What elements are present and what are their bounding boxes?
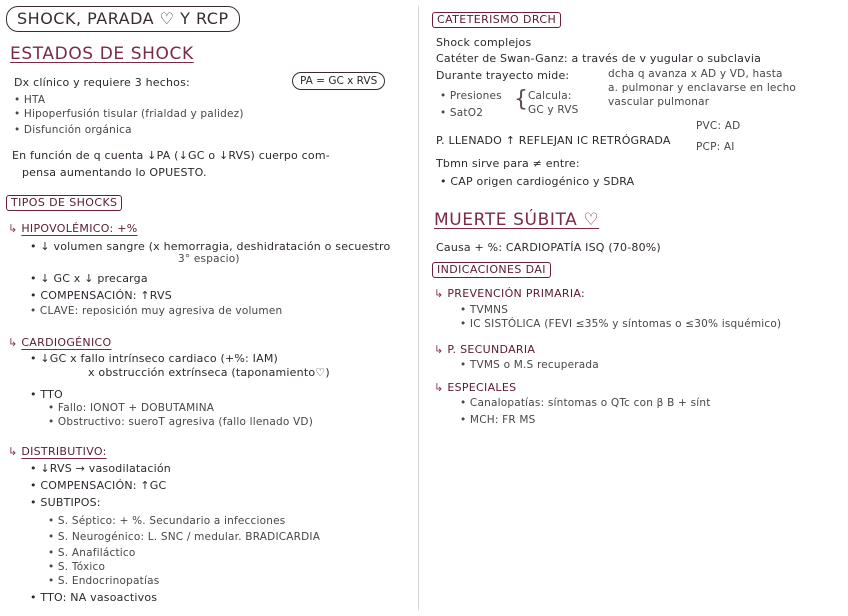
prev-prim-item-2: • IC SISTÓLICA (FEVI ≤35% y síntomas o ≤30% isquémico) — [460, 318, 782, 330]
dx-text: Dx clínico y requiere 3 hechos: — [14, 76, 190, 89]
cat-line-2: Catéter de Swan-Ganz: a través de v yugular o subclavia — [436, 52, 762, 65]
arrow-icon: ↳ — [8, 222, 22, 235]
subtipo-5: • S. Endocrinopatías — [48, 575, 160, 587]
causa-line: Causa + %: CARDIOPATÍA ISQ (70-80%) — [436, 241, 661, 254]
column-divider — [418, 6, 419, 610]
prevencion-secundaria-label: P. SECUNDARIA — [447, 343, 536, 356]
cat-line-3c: a. pulmonar y enclavarse en lecho — [608, 82, 797, 94]
calcula-label: Calcula: — [528, 90, 572, 102]
prev-prim-item-1: • TVMNS — [460, 304, 509, 316]
cardio-item-1: • ↓GC x fallo intrínseco cardiaco (+%: IAM) — [30, 352, 279, 365]
arrow-icon: ↳ — [434, 343, 448, 356]
hipovolemico-label: HIPOVOLÉMICO: +% — [21, 222, 138, 235]
cat-line-3d: vascular pulmonar — [608, 96, 710, 108]
brace-icon: { — [514, 87, 528, 112]
especiales-heading — [434, 381, 516, 394]
cat-line-3: Durante trayecto mide: — [436, 69, 570, 82]
prevencion-primaria-label: PREVENCIÓN PRIMARIA: — [447, 287, 586, 300]
hipovolemico-heading — [8, 222, 138, 235]
hipo-item-3: • COMPENSACIÓN: ↑RVS — [30, 289, 172, 302]
tto-item-1: • Fallo: IONOT + DOBUTAMINA — [48, 402, 215, 414]
cardio-item-2: x obstrucción extrínseca (taponamiento♡) — [88, 366, 330, 379]
hipo-item-2: • ↓ GC x ↓ precarga — [30, 272, 148, 285]
arrow-icon: ↳ — [434, 287, 448, 300]
arrow-icon: ↳ — [8, 445, 22, 458]
section-muerte-subita: MUERTE SÚBITA ♡ — [434, 210, 600, 230]
especiales-item-1: • Canalopatías: síntomas o QTc con β B + sínt — [460, 397, 711, 409]
prevencion-secundaria-heading — [434, 343, 535, 356]
hipo-item-4: • CLAVE: reposición muy agresiva de volumen — [30, 305, 283, 317]
dx-item-1: • HTA — [14, 94, 46, 106]
especiales-label: ESPECIALES — [447, 381, 517, 394]
section-tipos-de-shocks: TIPOS DE SHOCKS — [6, 195, 122, 211]
tbmn-item-1: • CAP origen cardiogénico y SDRA — [440, 175, 635, 188]
cardiogenico-label: CARDIOGÉNICO — [21, 336, 112, 349]
especiales-item-2: • MCH: FR MS — [460, 414, 536, 426]
funcion-line-1: En función de q cuenta ↓PA (↓GC o ↓RVS) cuerpo com- — [12, 149, 330, 162]
dx-item-2: • Hipoperfusión tisular (frialdad y palidez) — [14, 108, 244, 120]
tto-heading: • TTO — [30, 388, 63, 401]
dx-item-3: • Disfunción orgánica — [14, 124, 132, 136]
funcion-line-2: pensa aumentando lo OPUESTO. — [22, 166, 207, 179]
section-indicaciones-dai: INDICACIONES DAI — [432, 262, 551, 278]
hipo-item-1: • ↓ volumen sangre (x hemorragia, deshidratación o secuestro — [30, 240, 391, 253]
arrow-icon: ↳ — [8, 336, 22, 349]
pcp-value: PCP: AI — [696, 141, 735, 153]
gc-rvs-label: GC y RVS — [528, 104, 579, 116]
arrow-icon: ↳ — [434, 381, 448, 394]
page-title: SHOCK, PARADA ♡ Y RCP — [6, 6, 240, 32]
dist-item-3: • SUBTIPOS: — [30, 496, 101, 509]
dist-item-1: • ↓RVS → vasodilatación — [30, 462, 171, 475]
distributivo-label: DISTRIBUTIVO: — [21, 445, 107, 458]
section-cateterismo: CATETERISMO DRCH — [432, 12, 561, 28]
tto-item-2: • Obstructivo: sueroT agresiva (fallo llenado VD) — [48, 416, 314, 428]
subtipo-4: • S. Tóxico — [48, 561, 106, 573]
cat-line-3b: dcha q avanza x AD y VD, hasta — [608, 68, 783, 80]
tbmn-line: Tbmn sirve para ≠ entre: — [436, 157, 580, 170]
prev-sec-item-1: • TVMS o M.S recuperada — [460, 359, 599, 371]
dist-tto: • TTO: NA vasoactivos — [30, 591, 158, 604]
section-estados-de-shock: ESTADOS DE SHOCK — [10, 44, 194, 64]
hipo-item-1b: 3° espacio) — [178, 253, 240, 265]
cardiogenico-heading — [8, 336, 111, 349]
dist-item-2: • COMPENSACIÓN: ↑GC — [30, 479, 167, 492]
formula-badge: PA = GC x RVS — [292, 72, 385, 90]
prevencion-primaria-heading — [434, 287, 585, 300]
cat-line-1: Shock complejos — [436, 36, 532, 49]
presiones-item: • Presiones — [440, 90, 502, 102]
distributivo-heading — [8, 445, 107, 458]
sato2-item: • SatO2 — [440, 107, 484, 119]
subtipo-1: • S. Séptico: + %. Secundario a infecciones — [48, 515, 286, 527]
llenado-line: P. LLENADO ↑ REFLEJAN IC RETRÓGRADA — [436, 134, 671, 147]
subtipo-3: • S. Anafiláctico — [48, 547, 136, 559]
subtipo-2: • S. Neurogénico: L. SNC / medular. BRADICARDIA — [48, 531, 321, 543]
pvc-value: PVC: AD — [696, 120, 741, 132]
